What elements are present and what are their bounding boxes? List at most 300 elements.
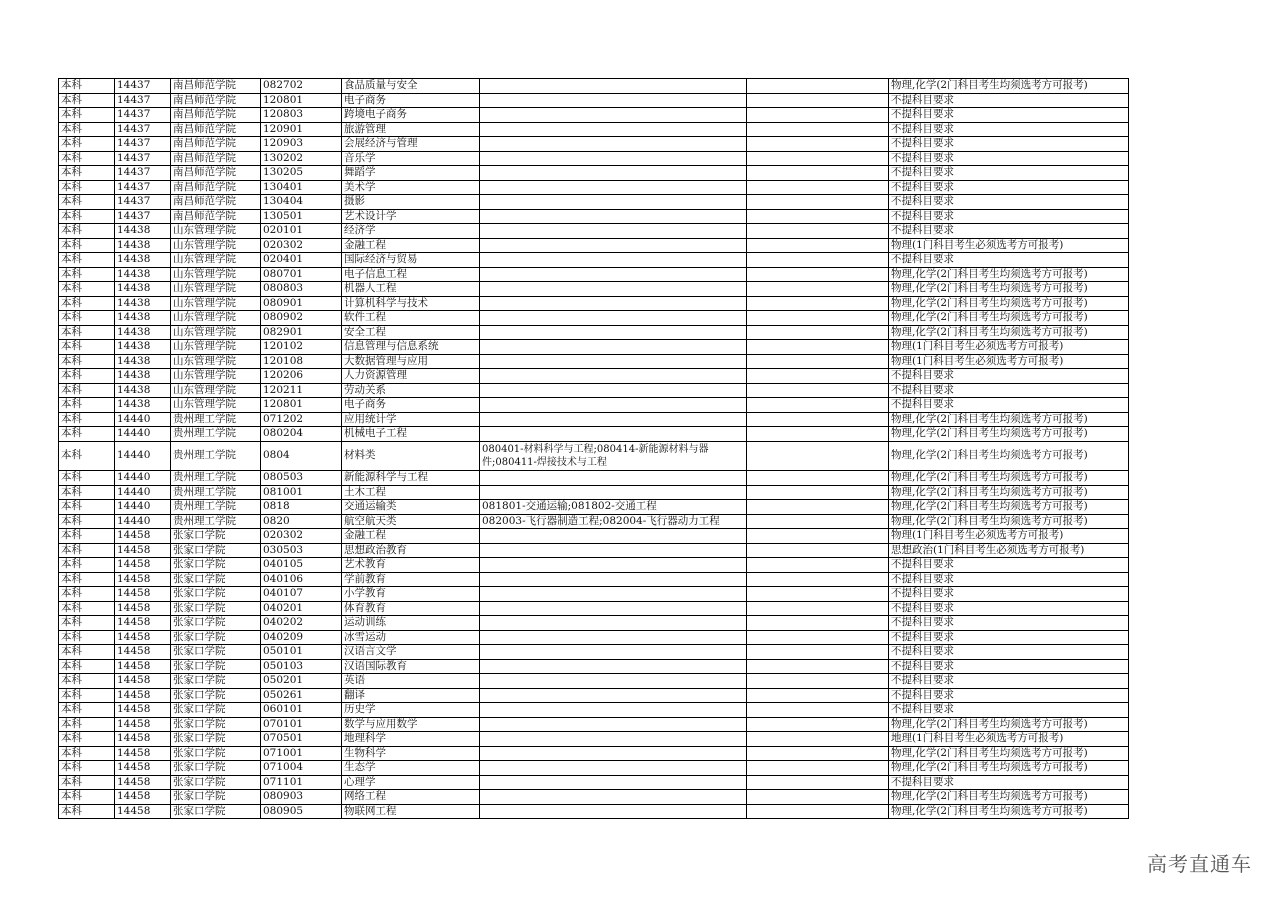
- table-row: [59, 267, 1129, 282]
- cell-major-name: 机器人工程: [342, 282, 480, 297]
- cell-major-code: 080803: [261, 282, 342, 297]
- cell-included-majors: [480, 717, 747, 732]
- cell-school-name: 张家口学院: [171, 804, 261, 819]
- cell-major-code: 120108: [261, 354, 342, 369]
- cell-level: 本科: [59, 137, 115, 152]
- cell-school-name: 贵州理工学院: [171, 471, 261, 486]
- cell-school-code: 14458: [115, 659, 171, 674]
- cell-school-name: 南昌师范学院: [171, 93, 261, 108]
- cell-major-code: 120801: [261, 398, 342, 413]
- cell-subject-requirement: 不提科目要求: [889, 398, 1129, 413]
- cell-major-code: 050261: [261, 688, 342, 703]
- cell-level: 本科: [59, 224, 115, 239]
- cell-subject-requirement: 物理,化学(2门科目考生均须选考方可报考): [889, 79, 1129, 94]
- cell-subject-requirement: 不提科目要求: [889, 93, 1129, 108]
- cell-school-code: 14437: [115, 180, 171, 195]
- cell-level: 本科: [59, 412, 115, 427]
- cell-school-code: 14458: [115, 674, 171, 689]
- cell-school-code: 14458: [115, 558, 171, 573]
- cell-level: 本科: [59, 398, 115, 413]
- cell-major-name: 电子商务: [342, 93, 480, 108]
- table-row: [59, 311, 1129, 326]
- cell-included-majors: [480, 296, 747, 311]
- cell-spacer: [747, 587, 889, 602]
- admission-table: [58, 78, 1129, 819]
- cell-school-code: 14438: [115, 383, 171, 398]
- cell-subject-requirement: 不提科目要求: [889, 645, 1129, 660]
- cell-major-code: 0804: [261, 441, 342, 471]
- cell-included-majors: [480, 471, 747, 486]
- table-row: [59, 543, 1129, 558]
- cell-school-name: 山东管理学院: [171, 267, 261, 282]
- cell-level: 本科: [59, 296, 115, 311]
- cell-subject-requirement: 物理,化学(2门科目考生均须选考方可报考): [889, 717, 1129, 732]
- cell-subject-requirement: 不提科目要求: [889, 601, 1129, 616]
- cell-major-code: 130401: [261, 180, 342, 195]
- cell-major-name: 摄影: [342, 195, 480, 210]
- cell-subject-requirement: 物理,化学(2门科目考生均须选考方可报考): [889, 804, 1129, 819]
- table-row: [59, 93, 1129, 108]
- table-row: [59, 238, 1129, 253]
- cell-school-name: 张家口学院: [171, 529, 261, 544]
- cell-school-code: 14437: [115, 93, 171, 108]
- cell-major-name: 会展经济与管理: [342, 137, 480, 152]
- cell-level: 本科: [59, 616, 115, 631]
- cell-major-name: 国际经济与贸易: [342, 253, 480, 268]
- cell-major-code: 080902: [261, 311, 342, 326]
- cell-included-majors: [480, 238, 747, 253]
- cell-subject-requirement: 物理,化学(2门科目考生均须选考方可报考): [889, 790, 1129, 805]
- cell-included-majors: [480, 137, 747, 152]
- cell-level: 本科: [59, 775, 115, 790]
- cell-major-name: 机械电子工程: [342, 427, 480, 442]
- cell-major-code: 020401: [261, 253, 342, 268]
- cell-school-code: 14438: [115, 224, 171, 239]
- cell-subject-requirement: 物理,化学(2门科目考生均须选考方可报考): [889, 282, 1129, 297]
- cell-school-name: 南昌师范学院: [171, 137, 261, 152]
- cell-major-name: 航空航天类: [342, 514, 480, 529]
- cell-level: 本科: [59, 151, 115, 166]
- cell-school-name: 山东管理学院: [171, 398, 261, 413]
- cell-level: 本科: [59, 354, 115, 369]
- cell-included-majors: [480, 180, 747, 195]
- cell-included-majors: [480, 369, 747, 384]
- cell-school-name: 张家口学院: [171, 746, 261, 761]
- cell-subject-requirement: 不提科目要求: [889, 209, 1129, 224]
- cell-school-code: 14438: [115, 238, 171, 253]
- cell-major-code: 080503: [261, 471, 342, 486]
- cell-spacer: [747, 195, 889, 210]
- cell-level: 本科: [59, 659, 115, 674]
- cell-major-name: 思想政治教育: [342, 543, 480, 558]
- cell-level: 本科: [59, 369, 115, 384]
- table-row: [59, 703, 1129, 718]
- cell-included-majors: [480, 398, 747, 413]
- cell-school-code: 14458: [115, 529, 171, 544]
- cell-major-code: 130202: [261, 151, 342, 166]
- cell-school-code: 14458: [115, 761, 171, 776]
- table-row: [59, 296, 1129, 311]
- cell-school-name: 南昌师范学院: [171, 209, 261, 224]
- cell-level: 本科: [59, 732, 115, 747]
- cell-level: 本科: [59, 529, 115, 544]
- cell-level: 本科: [59, 572, 115, 587]
- cell-major-code: 120903: [261, 137, 342, 152]
- cell-school-name: 张家口学院: [171, 674, 261, 689]
- cell-spacer: [747, 659, 889, 674]
- cell-level: 本科: [59, 761, 115, 776]
- cell-major-name: 运动训练: [342, 616, 480, 631]
- table-row: [59, 500, 1129, 515]
- cell-major-name: 地理科学: [342, 732, 480, 747]
- cell-school-name: 贵州理工学院: [171, 412, 261, 427]
- cell-level: 本科: [59, 93, 115, 108]
- cell-spacer: [747, 398, 889, 413]
- cell-subject-requirement: 不提科目要求: [889, 151, 1129, 166]
- cell-included-majors: [480, 587, 747, 602]
- cell-spacer: [747, 601, 889, 616]
- cell-level: 本科: [59, 79, 115, 94]
- cell-spacer: [747, 340, 889, 355]
- cell-major-code: 120206: [261, 369, 342, 384]
- cell-school-code: 14438: [115, 369, 171, 384]
- cell-major-name: 历史学: [342, 703, 480, 718]
- cell-major-code: 020302: [261, 529, 342, 544]
- cell-subject-requirement: 不提科目要求: [889, 369, 1129, 384]
- table-row: [59, 253, 1129, 268]
- table-row: [59, 151, 1129, 166]
- table-row: [59, 485, 1129, 500]
- cell-major-name: 艺术设计学: [342, 209, 480, 224]
- cell-subject-requirement: 物理,化学(2门科目考生均须选考方可报考): [889, 427, 1129, 442]
- cell-school-code: 14437: [115, 137, 171, 152]
- cell-school-code: 14440: [115, 471, 171, 486]
- cell-included-majors: [480, 674, 747, 689]
- cell-spacer: [747, 514, 889, 529]
- table-row: [59, 412, 1129, 427]
- cell-included-majors: [480, 732, 747, 747]
- cell-subject-requirement: 不提科目要求: [889, 253, 1129, 268]
- cell-included-majors: [480, 543, 747, 558]
- cell-school-name: 贵州理工学院: [171, 441, 261, 471]
- cell-spacer: [747, 543, 889, 558]
- cell-subject-requirement: 不提科目要求: [889, 166, 1129, 181]
- cell-included-majors: [480, 703, 747, 718]
- cell-included-majors: [480, 558, 747, 573]
- cell-subject-requirement: 不提科目要求: [889, 572, 1129, 587]
- cell-spacer: [747, 775, 889, 790]
- cell-spacer: [747, 238, 889, 253]
- cell-subject-requirement: 物理,化学(2门科目考生均须选考方可报考): [889, 441, 1129, 471]
- table-row: [59, 180, 1129, 195]
- cell-spacer: [747, 383, 889, 398]
- table-row: [59, 688, 1129, 703]
- watermark-logo: 高考直通车: [1147, 852, 1252, 876]
- cell-major-code: 060101: [261, 703, 342, 718]
- cell-included-majors: [480, 209, 747, 224]
- cell-school-code: 14458: [115, 688, 171, 703]
- cell-major-code: 020302: [261, 238, 342, 253]
- cell-major-name: 数学与应用数学: [342, 717, 480, 732]
- cell-included-majors: [480, 340, 747, 355]
- cell-subject-requirement: 不提科目要求: [889, 630, 1129, 645]
- cell-school-code: 14437: [115, 195, 171, 210]
- table-row: [59, 717, 1129, 732]
- cell-major-code: 0818: [261, 500, 342, 515]
- cell-school-name: 张家口学院: [171, 572, 261, 587]
- table-row: [59, 137, 1129, 152]
- cell-spacer: [747, 703, 889, 718]
- cell-level: 本科: [59, 630, 115, 645]
- cell-school-code: 14440: [115, 500, 171, 515]
- cell-included-majors: [480, 412, 747, 427]
- cell-level: 本科: [59, 253, 115, 268]
- cell-major-name: 电子商务: [342, 398, 480, 413]
- cell-subject-requirement: 物理,化学(2门科目考生均须选考方可报考): [889, 485, 1129, 500]
- cell-major-code: 040106: [261, 572, 342, 587]
- cell-included-majors: [480, 746, 747, 761]
- cell-included-majors: [480, 253, 747, 268]
- cell-major-code: 080901: [261, 296, 342, 311]
- cell-school-name: 张家口学院: [171, 630, 261, 645]
- cell-subject-requirement: 不提科目要求: [889, 180, 1129, 195]
- cell-subject-requirement: 不提科目要求: [889, 224, 1129, 239]
- cell-major-code: 0820: [261, 514, 342, 529]
- cell-included-majors: [480, 282, 747, 297]
- cell-level: 本科: [59, 717, 115, 732]
- table-row: [59, 659, 1129, 674]
- cell-school-name: 南昌师范学院: [171, 79, 261, 94]
- cell-major-code: 130501: [261, 209, 342, 224]
- cell-school-name: 山东管理学院: [171, 296, 261, 311]
- cell-school-name: 张家口学院: [171, 688, 261, 703]
- cell-school-name: 张家口学院: [171, 717, 261, 732]
- cell-school-name: 山东管理学院: [171, 282, 261, 297]
- cell-subject-requirement: 物理,化学(2门科目考生均须选考方可报考): [889, 325, 1129, 340]
- table-row: [59, 398, 1129, 413]
- cell-included-majors: [480, 790, 747, 805]
- cell-school-code: 14438: [115, 267, 171, 282]
- cell-included-majors: [480, 485, 747, 500]
- cell-school-code: 14458: [115, 543, 171, 558]
- cell-subject-requirement: 物理,化学(2门科目考生均须选考方可报考): [889, 746, 1129, 761]
- cell-included-majors: [480, 267, 747, 282]
- cell-included-majors: 081801-交通运输;081802-交通工程: [480, 500, 747, 515]
- cell-included-majors: [480, 122, 747, 137]
- cell-included-majors: [480, 354, 747, 369]
- cell-major-code: 071202: [261, 412, 342, 427]
- cell-level: 本科: [59, 688, 115, 703]
- cell-major-name: 大数据管理与应用: [342, 354, 480, 369]
- cell-school-code: 14440: [115, 412, 171, 427]
- table-row: [59, 122, 1129, 137]
- cell-spacer: [747, 93, 889, 108]
- table-row: [59, 282, 1129, 297]
- table-row: [59, 166, 1129, 181]
- cell-school-code: 14458: [115, 601, 171, 616]
- cell-major-name: 交通运输类: [342, 500, 480, 515]
- cell-subject-requirement: 物理,化学(2门科目考生均须选考方可报考): [889, 500, 1129, 515]
- table-row: [59, 79, 1129, 94]
- cell-major-code: 120803: [261, 108, 342, 123]
- cell-school-name: 南昌师范学院: [171, 122, 261, 137]
- cell-school-name: 南昌师范学院: [171, 151, 261, 166]
- cell-major-code: 071101: [261, 775, 342, 790]
- cell-spacer: [747, 558, 889, 573]
- cell-major-name: 小学教育: [342, 587, 480, 602]
- cell-major-name: 美术学: [342, 180, 480, 195]
- cell-school-code: 14458: [115, 804, 171, 819]
- cell-major-code: 020101: [261, 224, 342, 239]
- cell-level: 本科: [59, 514, 115, 529]
- cell-level: 本科: [59, 746, 115, 761]
- cell-major-name: 英语: [342, 674, 480, 689]
- table-row: [59, 340, 1129, 355]
- cell-level: 本科: [59, 703, 115, 718]
- cell-major-name: 冰雪运动: [342, 630, 480, 645]
- table-row: [59, 369, 1129, 384]
- cell-major-code: 080903: [261, 790, 342, 805]
- cell-school-code: 14440: [115, 427, 171, 442]
- cell-spacer: [747, 732, 889, 747]
- cell-included-majors: [480, 775, 747, 790]
- cell-spacer: [747, 311, 889, 326]
- cell-subject-requirement: 物理(1门科目考生必须选考方可报考): [889, 340, 1129, 355]
- cell-spacer: [747, 427, 889, 442]
- cell-spacer: [747, 616, 889, 631]
- cell-spacer: [747, 108, 889, 123]
- cell-subject-requirement: 物理,化学(2门科目考生均须选考方可报考): [889, 412, 1129, 427]
- cell-school-code: 14438: [115, 398, 171, 413]
- cell-subject-requirement: 不提科目要求: [889, 558, 1129, 573]
- cell-spacer: [747, 166, 889, 181]
- cell-school-name: 山东管理学院: [171, 238, 261, 253]
- table-row: [59, 804, 1129, 819]
- cell-school-name: 贵州理工学院: [171, 514, 261, 529]
- cell-major-code: 071001: [261, 746, 342, 761]
- cell-spacer: [747, 500, 889, 515]
- table-row: [59, 108, 1129, 123]
- cell-major-name: 音乐学: [342, 151, 480, 166]
- cell-spacer: [747, 645, 889, 660]
- cell-school-name: 张家口学院: [171, 645, 261, 660]
- table-row: [59, 514, 1129, 529]
- cell-spacer: [747, 79, 889, 94]
- cell-school-code: 14437: [115, 166, 171, 181]
- cell-included-majors: [480, 572, 747, 587]
- cell-level: 本科: [59, 195, 115, 210]
- cell-spacer: [747, 746, 889, 761]
- cell-spacer: [747, 354, 889, 369]
- cell-school-code: 14440: [115, 514, 171, 529]
- cell-school-name: 张家口学院: [171, 543, 261, 558]
- cell-school-name: 南昌师范学院: [171, 195, 261, 210]
- cell-spacer: [747, 267, 889, 282]
- cell-subject-requirement: 物理(1门科目考生必须选考方可报考): [889, 354, 1129, 369]
- cell-major-code: 071004: [261, 761, 342, 776]
- cell-school-code: 14438: [115, 296, 171, 311]
- cell-subject-requirement: 物理,化学(2门科目考生均须选考方可报考): [889, 471, 1129, 486]
- cell-major-name: 网络工程: [342, 790, 480, 805]
- cell-major-name: 汉语言文学: [342, 645, 480, 660]
- cell-school-name: 张家口学院: [171, 790, 261, 805]
- table-row: [59, 224, 1129, 239]
- cell-school-name: 贵州理工学院: [171, 500, 261, 515]
- cell-major-name: 金融工程: [342, 238, 480, 253]
- cell-major-name: 食品质量与安全: [342, 79, 480, 94]
- cell-school-name: 张家口学院: [171, 659, 261, 674]
- cell-included-majors: [480, 804, 747, 819]
- cell-included-majors: [480, 645, 747, 660]
- table-row: [59, 441, 1129, 471]
- cell-major-name: 翻译: [342, 688, 480, 703]
- cell-subject-requirement: 不提科目要求: [889, 587, 1129, 602]
- cell-school-code: 14458: [115, 630, 171, 645]
- table-row: [59, 761, 1129, 776]
- table-row: [59, 209, 1129, 224]
- cell-major-name: 心理学: [342, 775, 480, 790]
- cell-included-majors: [480, 151, 747, 166]
- cell-included-majors: [480, 224, 747, 239]
- cell-subject-requirement: 物理,化学(2门科目考生均须选考方可报考): [889, 267, 1129, 282]
- cell-major-code: 120901: [261, 122, 342, 137]
- cell-major-name: 学前教育: [342, 572, 480, 587]
- cell-subject-requirement: 不提科目要求: [889, 137, 1129, 152]
- cell-school-name: 南昌师范学院: [171, 166, 261, 181]
- table-row: [59, 790, 1129, 805]
- cell-subject-requirement: 思想政治(1门科目考生必须选考方可报考): [889, 543, 1129, 558]
- cell-spacer: [747, 122, 889, 137]
- cell-school-code: 14438: [115, 253, 171, 268]
- cell-major-name: 土木工程: [342, 485, 480, 500]
- cell-major-code: 080204: [261, 427, 342, 442]
- cell-major-name: 舞蹈学: [342, 166, 480, 181]
- cell-subject-requirement: 不提科目要求: [889, 659, 1129, 674]
- cell-major-name: 新能源科学与工程: [342, 471, 480, 486]
- cell-major-name: 生物科学: [342, 746, 480, 761]
- cell-level: 本科: [59, 601, 115, 616]
- cell-major-code: 080701: [261, 267, 342, 282]
- cell-major-code: 040105: [261, 558, 342, 573]
- cell-spacer: [747, 325, 889, 340]
- cell-major-name: 艺术教育: [342, 558, 480, 573]
- cell-major-code: 040107: [261, 587, 342, 602]
- cell-major-name: 跨境电子商务: [342, 108, 480, 123]
- table-row: [59, 630, 1129, 645]
- cell-major-code: 070101: [261, 717, 342, 732]
- table-body: [59, 79, 1129, 819]
- cell-subject-requirement: 不提科目要求: [889, 122, 1129, 137]
- cell-major-code: 050201: [261, 674, 342, 689]
- cell-spacer: [747, 441, 889, 471]
- cell-school-code: 14458: [115, 775, 171, 790]
- table-row: [59, 601, 1129, 616]
- cell-school-name: 张家口学院: [171, 558, 261, 573]
- cell-major-code: 081001: [261, 485, 342, 500]
- cell-subject-requirement: 不提科目要求: [889, 108, 1129, 123]
- cell-school-code: 14458: [115, 572, 171, 587]
- table-row: [59, 616, 1129, 631]
- cell-spacer: [747, 572, 889, 587]
- cell-included-majors: [480, 630, 747, 645]
- cell-school-name: 山东管理学院: [171, 224, 261, 239]
- cell-major-name: 旅游管理: [342, 122, 480, 137]
- cell-major-code: 070501: [261, 732, 342, 747]
- table-row: [59, 354, 1129, 369]
- cell-spacer: [747, 224, 889, 239]
- cell-level: 本科: [59, 267, 115, 282]
- cell-major-name: 物联网工程: [342, 804, 480, 819]
